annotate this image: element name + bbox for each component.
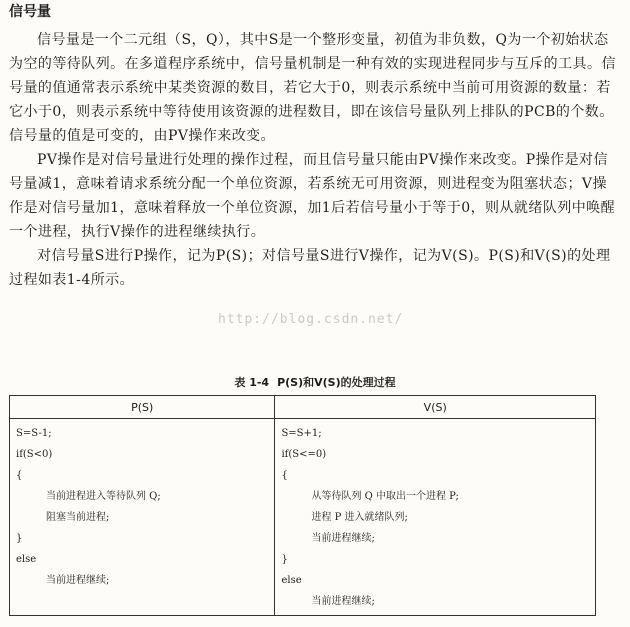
- p-code-cell: [10, 419, 275, 616]
- table-header-v: V(S): [275, 396, 596, 419]
- table-row: [10, 419, 596, 616]
- code-line: else: [16, 554, 37, 565]
- table-caption-number: 表 1-4: [234, 376, 270, 389]
- section-heading: 信号量: [9, 4, 51, 20]
- code-line: 进程 P 进入就绪队列;: [311, 512, 408, 523]
- code-line: if(S<=0): [281, 449, 327, 460]
- code-line: 从等待队列 Q 中取出一个进程 P;: [311, 491, 459, 502]
- paragraph-pv-operation: PV操作是对信号量进行处理的操作过程，而且信号量只能由PV操作来改变。P操作是对信号量减1，意味着请求系统分配一个单位资源，若系统无可用资源，则进程变为阻塞状态；V操作是对信号量加1，意味着释放一个单位资源，加1后若信号量小于等于0，则从就绪队列中唤醒一个进程，执行V操作的进程继续执行。: [9, 152, 616, 240]
- code-line: 当前进程进入等待队列 Q;: [46, 491, 161, 502]
- code-line: 当前进程继续;: [46, 575, 110, 586]
- code-line: S=S-1;: [16, 428, 52, 439]
- code-line: 当前进程继续;: [311, 596, 375, 607]
- code-line: {: [281, 470, 288, 481]
- code-line: 阻塞当前进程;: [46, 512, 110, 523]
- code-line: if(S<0): [16, 449, 53, 460]
- process-table: [9, 395, 596, 616]
- v-code-cell: [275, 419, 596, 616]
- paragraph-notation: 对信号量S进行P操作，记为P(S)；对信号量S进行V操作，记为V(S)。P(S)和V(S)的处理过程如表1-4所示。: [9, 248, 611, 288]
- table-caption-title: P(S)和V(S)的处理过程: [277, 376, 396, 389]
- code-line: }: [281, 554, 288, 565]
- code-line: S=S+1;: [281, 428, 322, 439]
- watermark: http://blog.csdn.net/: [218, 312, 404, 327]
- code-line: 当前进程继续;: [311, 533, 375, 544]
- table-caption: [0, 374, 630, 390]
- body-text: [9, 28, 621, 292]
- code-line: {: [16, 470, 23, 481]
- paragraph-definition: 信号量是一个二元组（S，Q），其中S是一个整形变量，初值为非负数，Q为一个初始状态为空的等待队列。在多道程序系统中，信号量机制是一种有效的实现进程同步与互斥的工具。信号量的值通常表示系统中某类资源的数目，若它大于0，则表示系统中当前可用资源的数量：若它小于0，则表示系统中等待使用该资源的进程数目，即在该信号量队列上排队的PCB的个数。信号量的值是可变的，由PV操作来改变。: [9, 32, 616, 144]
- code-line: }: [16, 533, 23, 544]
- table-header-row: [10, 396, 596, 419]
- code-line: else: [281, 575, 302, 586]
- table-header-p: P(S): [10, 396, 275, 419]
